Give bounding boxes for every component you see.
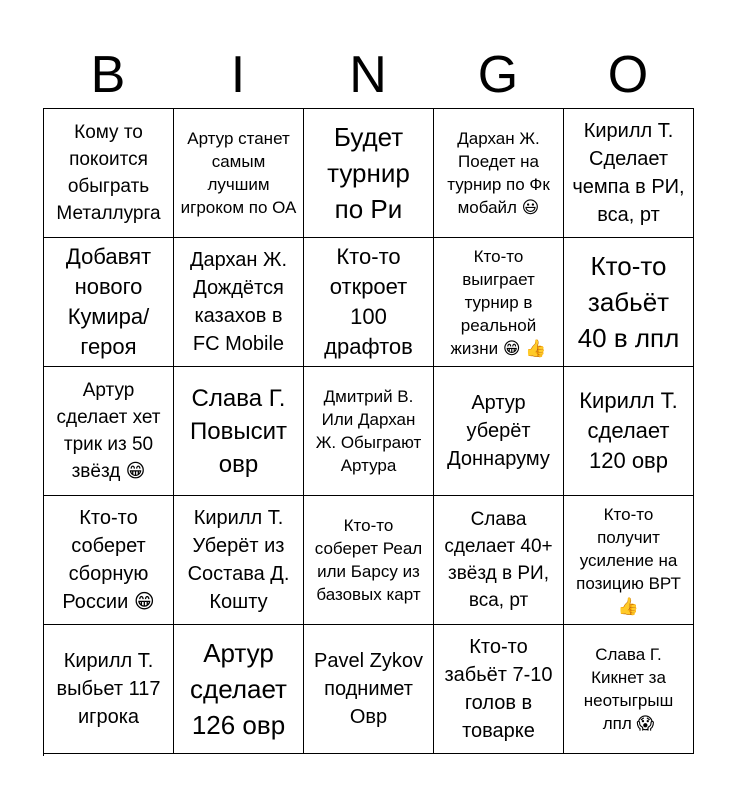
bingo-cell[interactable] bbox=[564, 109, 694, 238]
bingo-cell[interactable] bbox=[44, 109, 174, 238]
cell-text: Дархан Ж. Дождётся казахов в FC Mobile bbox=[189, 249, 288, 355]
cell-text: Кто-то получит усиление на позицию ВРТ👍 bbox=[576, 504, 681, 616]
bingo-cell[interactable] bbox=[174, 625, 304, 754]
cell-text: Артур сделает хет трик из 50 звёзд 😁 bbox=[56, 380, 161, 482]
cell-text: Pavel Zykov поднимет Овр bbox=[314, 650, 423, 728]
bingo-cell[interactable] bbox=[174, 238, 304, 367]
cell-text: Кто-то забьёт 7-10 голов в товарке bbox=[444, 636, 553, 742]
cell-text: Добавят нового Кумира/героя bbox=[65, 244, 152, 359]
header-letter-n: N bbox=[349, 46, 387, 104]
bingo-cell[interactable] bbox=[564, 496, 694, 625]
bingo-cell[interactable] bbox=[174, 109, 304, 238]
bingo-cell[interactable] bbox=[434, 367, 564, 496]
cell-text: Кто-то выиграет турнир в реальной жизни 😁 👍 bbox=[450, 246, 547, 358]
cell-text: Артур сделает 126 овр bbox=[190, 638, 287, 740]
cell-text: Кто-то откроет 100 драфтов bbox=[324, 244, 413, 359]
bingo-header bbox=[43, 42, 694, 108]
cell-text: Кто-то соберет сборную России 😁 bbox=[62, 507, 155, 613]
header-letter-o: O bbox=[607, 46, 649, 104]
header-letter-b: B bbox=[90, 46, 126, 104]
bingo-cell[interactable] bbox=[304, 625, 434, 754]
cell-text: Кирилл Т. выбьет 117 игрока bbox=[56, 650, 161, 728]
bingo-cell[interactable] bbox=[564, 238, 694, 367]
bingo-cell[interactable] bbox=[434, 238, 564, 367]
bingo-cell[interactable] bbox=[304, 496, 434, 625]
cell-text: Дмитрий В. Или Дархан Ж. Обыграют Артура bbox=[315, 387, 422, 475]
header-letter-i: I bbox=[230, 46, 246, 104]
bingo-cell[interactable] bbox=[44, 625, 174, 754]
bingo-cell[interactable] bbox=[304, 109, 434, 238]
cell-text: Кирилл Т. сделает 120 овр bbox=[579, 388, 678, 473]
bingo-cell[interactable] bbox=[44, 367, 174, 496]
cell-text: Слава Г. Кикнет за неотыгрыш лпл 😱 bbox=[583, 645, 674, 733]
cell-text: Артур уберёт Доннаруму bbox=[447, 392, 550, 470]
bingo-cell[interactable] bbox=[44, 238, 174, 367]
cell-text: Артур станет самым лучшим игроком по ОА bbox=[180, 129, 297, 217]
bingo-cell[interactable] bbox=[434, 625, 564, 754]
cell-text: Кирилл Т. Сделает чемпа в РИ, вса, рт bbox=[572, 120, 685, 226]
cell-text: Слава Г. Повысит овр bbox=[190, 384, 287, 478]
cell-text: Кто-то соберет Реал или Барсу из базовых карт bbox=[314, 516, 423, 604]
bingo-cell[interactable] bbox=[304, 238, 434, 367]
cell-text: Будет турнир по Ри bbox=[327, 122, 410, 224]
bingo-cell[interactable] bbox=[434, 109, 564, 238]
cell-text: Кто-то забьёт 40 в лпл bbox=[577, 251, 680, 353]
bingo-cell[interactable] bbox=[174, 496, 304, 625]
cell-text: Кому то покоится обыграть Металлурга bbox=[56, 122, 161, 224]
cell-text: Кирилл Т. Уберёт из Состава Д. Кошту bbox=[187, 507, 290, 613]
bingo-cell[interactable] bbox=[304, 367, 434, 496]
bingo-cell[interactable] bbox=[434, 496, 564, 625]
bingo-cell[interactable] bbox=[564, 625, 694, 754]
header-letter-g: G bbox=[477, 46, 519, 104]
bingo-cell[interactable] bbox=[44, 496, 174, 625]
bingo-cell[interactable] bbox=[564, 367, 694, 496]
cell-text: Дархан Ж. Поедет на турнир по Фк мобайл 😃 bbox=[447, 129, 550, 217]
bingo-cell[interactable] bbox=[174, 367, 304, 496]
bingo-board bbox=[43, 108, 694, 756]
cell-text: Слава сделает 40+ звёзд в РИ, вса, рт bbox=[444, 509, 553, 611]
